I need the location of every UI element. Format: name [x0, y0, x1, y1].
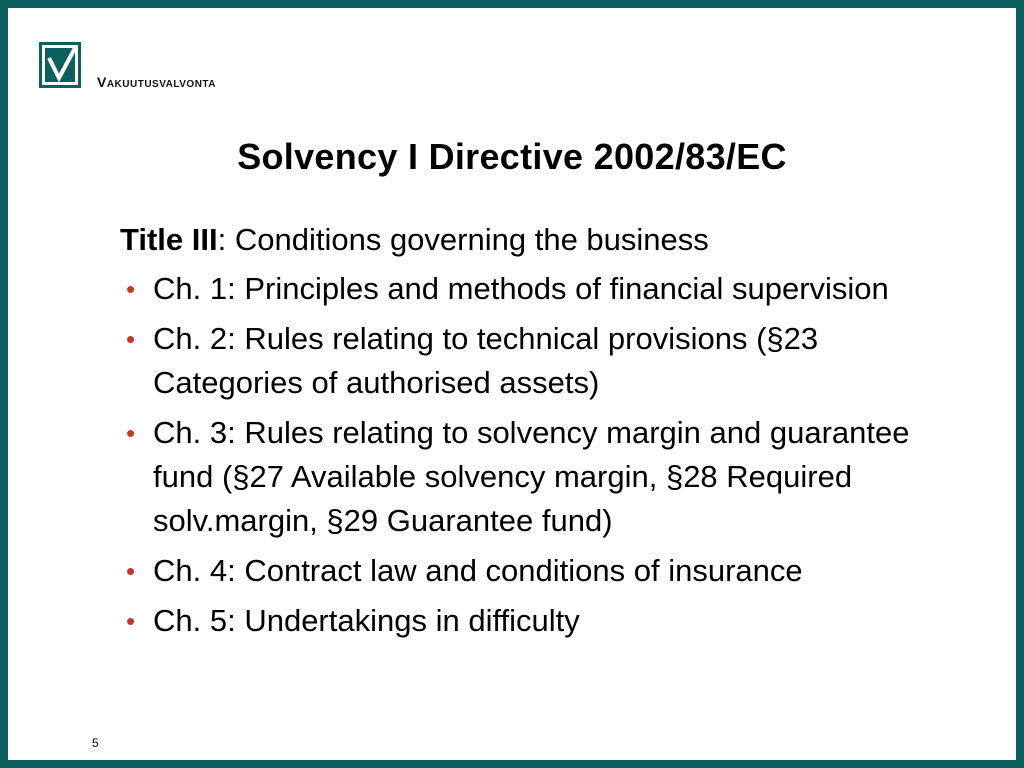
check-mark-logo-icon [39, 42, 81, 88]
chapter-list [120, 267, 960, 643]
list-item [120, 411, 960, 543]
bullet-icon: • [126, 324, 136, 354]
chapter-text: Ch. 4: Contract law and conditions of insurance [153, 553, 803, 588]
bullet-icon: • [126, 606, 136, 636]
bullet-icon: • [126, 418, 136, 448]
logo-wordmark: Vakuutusvalvonta [97, 74, 216, 90]
chapter-text: Ch. 3: Rules relating to solvency margin and guarantee fund (§27 Available solvency margin, §28 Required solv.margin, §29 Guarantee fund) [153, 415, 910, 538]
list-item [120, 267, 960, 311]
bullet-icon: • [126, 274, 136, 304]
page-number: 5 [92, 736, 99, 750]
slide-body [120, 218, 960, 649]
logo [39, 42, 216, 88]
subtitle-text: : Conditions governing the business [217, 222, 709, 257]
chapter-text: Ch. 1: Principles and methods of financial supervision [153, 271, 889, 306]
subtitle-label: Title III [120, 222, 218, 257]
slide-subtitle [120, 218, 960, 262]
chapter-text: Ch. 2: Rules relating to technical provisions (§23 Categories of authorised assets) [153, 321, 819, 400]
list-item [120, 599, 960, 643]
chapter-text: Ch. 5: Undertakings in difficulty [153, 603, 580, 638]
slide-title: Solvency I Directive 2002/83/EC [237, 136, 787, 177]
list-item [120, 549, 960, 593]
bullet-icon: • [126, 556, 136, 586]
list-item [120, 317, 960, 405]
